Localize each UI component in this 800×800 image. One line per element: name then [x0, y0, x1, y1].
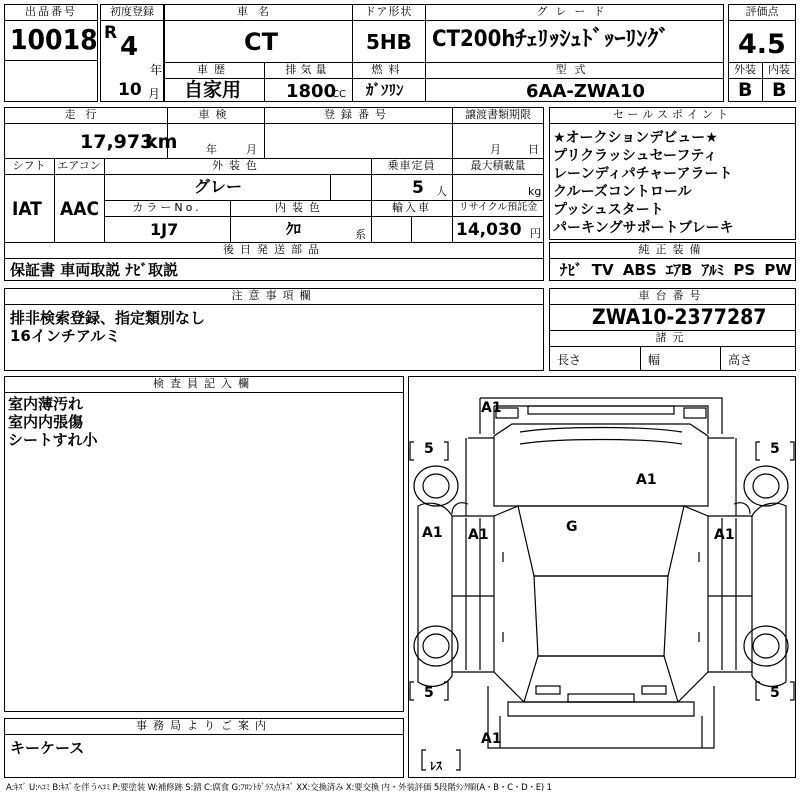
inspection-month-unit: 月	[246, 143, 257, 156]
tire-front-right: 5	[770, 441, 780, 457]
sales-point-item: レーンディパチャーアラート	[553, 166, 733, 182]
aircon: AAC	[60, 198, 100, 220]
displacement-label: 排気量	[285, 63, 331, 76]
import-label: 輸入車	[392, 201, 431, 214]
month-unit: 月	[148, 87, 161, 101]
max-load-label: 最大積載量	[470, 159, 526, 172]
later-items-label: 後日発送部品	[223, 243, 325, 256]
capacity: 5	[412, 178, 424, 198]
lot-number: 10018	[10, 23, 98, 56]
year-unit: 年	[150, 63, 163, 77]
exterior-color-label: 外装色	[212, 159, 263, 172]
mileage-label: 走行	[64, 108, 107, 121]
mark-left-door: A1	[468, 527, 489, 543]
mileage-unit: km	[145, 131, 178, 153]
era: R	[104, 23, 118, 43]
car-name: CT	[244, 28, 278, 56]
sales-point-item: ★オークションデビュー★	[553, 130, 718, 146]
fuel-label: 燃料	[371, 63, 406, 76]
shift: IAT	[12, 198, 42, 220]
recycle-deposit: 14,030	[456, 220, 522, 240]
model: 6AA-ZWA10	[526, 81, 645, 102]
car-diagram	[408, 376, 796, 778]
registration-label: 登録番号	[324, 108, 392, 121]
door-type: 5HB	[366, 30, 412, 54]
aircon-label: エアコン	[57, 159, 101, 172]
max-load-unit: kg	[528, 185, 542, 198]
equipment-item: PW	[764, 261, 792, 279]
mark-right-door: A1	[714, 527, 735, 543]
transfer-day-unit: 日	[528, 143, 539, 156]
car-name-label: 車名	[237, 5, 279, 18]
equipment-item: ｴｱB	[665, 261, 693, 279]
interior-color-unit: 系	[355, 228, 366, 241]
interior-grade-label: 内装	[768, 63, 790, 76]
inspector-line-2: 室内内張傷	[8, 413, 84, 431]
tire-rear-left: 5	[424, 685, 434, 701]
score: 4.5	[738, 29, 786, 60]
sales-point-item: クルーズコントロール	[553, 184, 692, 200]
reg-month: 10	[118, 80, 142, 100]
specs-label: 諸元	[655, 331, 690, 344]
equipment-item: PS	[733, 261, 756, 279]
notes-line-1: 排非検索登録、指定類別なし	[10, 309, 206, 327]
equipment-item: ﾅﾋﾞ	[560, 261, 583, 279]
legend: A:ｷｽﾞ U:ﾍｺﾐ B:ｷｽﾞを伴うﾍｺﾐ P:要塗装 W:補修跡 S:錆 C:腐食 G:ﾌﾛﾝﾄｶﾞﾗｽ点ｷｽﾞ XX:交換済み X:要交換 内・外装評価 5段階ﾗﾝｸ順(A・B・C・D・E) 1	[6, 783, 552, 793]
office-text: キーケース	[10, 739, 85, 757]
sales-points-list	[553, 129, 793, 237]
capacity-label: 乗車定員	[387, 159, 436, 172]
exterior-grade-label: 外装	[734, 63, 756, 76]
tire-rear-right: 5	[770, 685, 780, 701]
shift-label: シフト	[12, 159, 46, 172]
sales-point-item: プリクラッシュセーフティ	[553, 148, 718, 164]
transfer-label: 譲渡書類期限	[465, 108, 531, 121]
interior-grade: B	[772, 79, 787, 101]
notes-line-2: 16インチアルミ	[10, 327, 121, 345]
exterior-grade: B	[738, 79, 753, 101]
width-label: 幅	[648, 353, 661, 367]
model-label: 型式	[555, 63, 594, 76]
mark-roof-top: A1	[481, 400, 502, 416]
capacity-unit: 人	[436, 185, 447, 198]
tire-spare: ﾚｽ	[430, 759, 443, 773]
exterior-color: グレー	[194, 177, 243, 196]
interior-color-label: 内装色	[275, 201, 326, 214]
color-no: 1J7	[150, 220, 179, 239]
history: 自家用	[184, 79, 242, 101]
inspection-label: 車検	[198, 108, 233, 121]
chassis-label: 車台番号	[638, 289, 707, 302]
displacement: 1800	[286, 81, 337, 102]
equipment-label: 純正装備	[638, 243, 707, 256]
notes-label: 注意事項欄	[231, 289, 317, 302]
equipment-item: ABS	[622, 261, 657, 279]
grade-label: グレード	[536, 5, 613, 18]
recycle-label: リサイクル預託金	[458, 202, 538, 213]
sales-points-label: セールスポイント	[612, 108, 732, 121]
mark-roof-center: A1	[636, 472, 657, 488]
color-no-label: カラーNo.	[132, 201, 202, 214]
mark-rear-bottom: A1	[481, 731, 502, 747]
grade: CT200hﾁｪﾘｯｼｭﾄﾞｯｰﾘﾝｸﾞ	[432, 27, 670, 52]
displacement-unit: CC	[332, 89, 346, 100]
history-label: 車歴	[197, 63, 231, 76]
equipment-list	[560, 261, 792, 279]
equipment-item: ｱﾙﾐ	[701, 261, 725, 279]
mark-windshield: G	[566, 519, 578, 535]
inspector-line-3: シートすれ小	[8, 431, 98, 449]
door-label: ドア形状	[364, 5, 413, 18]
length-label: 長さ	[557, 353, 582, 367]
sales-point-item: プッシュスタート	[553, 202, 664, 218]
transfer-month-unit: 月	[490, 143, 501, 156]
interior-color: ｸﾛ	[286, 220, 302, 238]
office-label: 事務局よりご案内	[136, 719, 272, 732]
equipment-item: TV	[591, 261, 614, 279]
recycle-unit: 円	[530, 227, 541, 240]
tire-front-left: 5	[424, 441, 434, 457]
height-label: 高さ	[728, 353, 753, 367]
inspector-line-1: 室内薄汚れ	[8, 395, 84, 413]
inspector-label: 検査員記入欄	[153, 377, 255, 390]
chassis-number: ZWA10-2377287	[592, 305, 767, 329]
score-label: 評価点	[745, 5, 779, 18]
later-items: 保証書 車両取説 ﾅﾋﾞ取説	[10, 261, 178, 279]
mark-left-panel: A1	[422, 525, 443, 541]
sales-point-item: パーキングサポートブレーキ	[553, 220, 734, 236]
lot-number-label: 出品番号	[25, 5, 77, 18]
inspection-year-unit: 年	[206, 143, 217, 156]
reg-year: 4	[120, 32, 139, 62]
mileage: 17,973	[80, 131, 154, 153]
fuel: ｶﾞｿﾘﾝ	[366, 81, 404, 99]
first-reg-label: 初度登録	[110, 5, 154, 18]
